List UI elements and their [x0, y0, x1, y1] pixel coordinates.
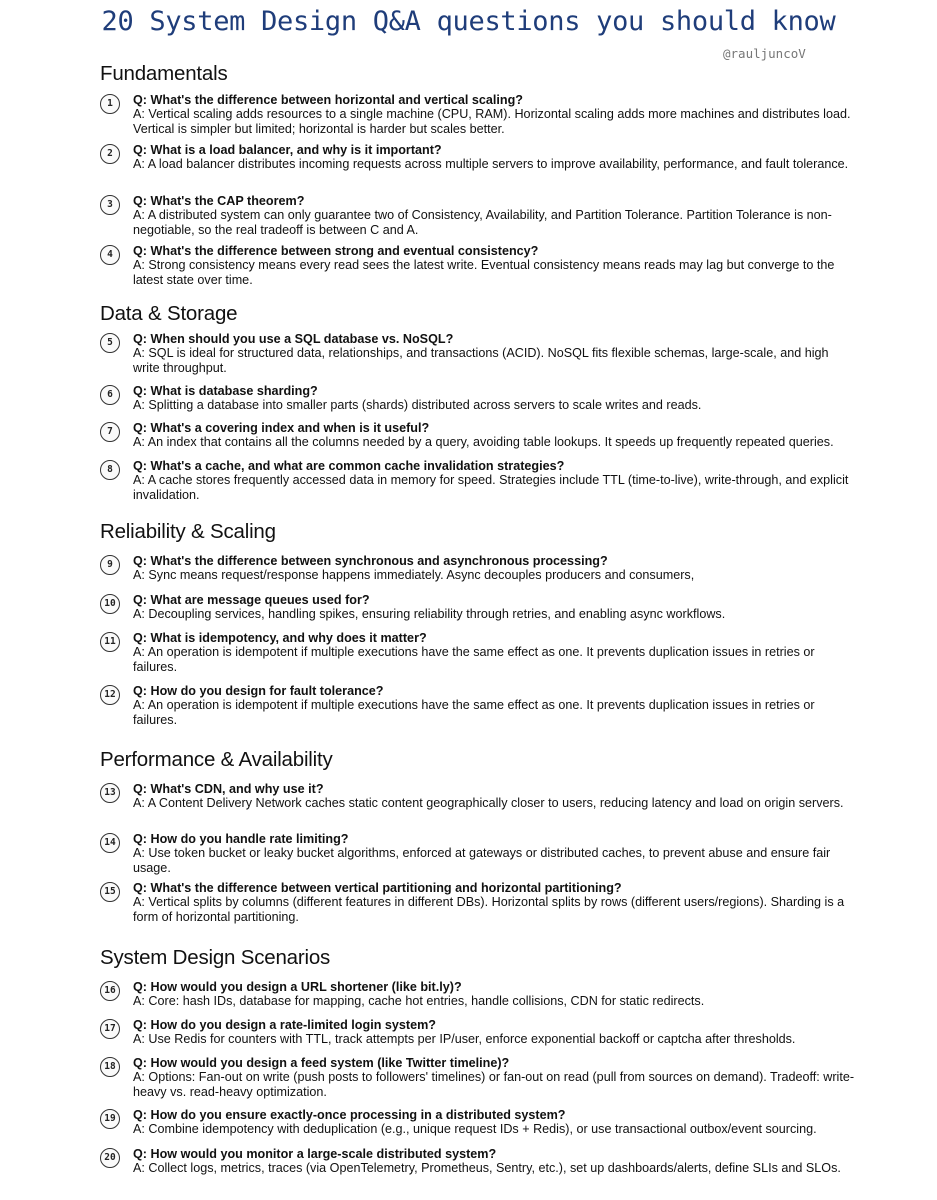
answer-text: A: SQL is ideal for structured data, relationships, and transactions (ACID). NoSQL fits flexible schemas, large-scale, and high write throughput.: [133, 346, 829, 375]
question-text: Q: What is idempotency, and why does it matter?: [133, 631, 427, 645]
question-text: Q: How do you handle rate limiting?: [133, 832, 349, 846]
answer-text: A: Vertical splits by columns (different features in different DBs). Horizontal splits by rows (different users/regions). Sharding is a form of horizontal partitioning.: [133, 895, 845, 924]
answer-text: A: Collect logs, metrics, traces (via OpenTelemetry, Prometheus, Sentry, etc.), set up dashboards/alerts, define SLIs and SLOs.: [133, 1161, 841, 1176]
number-badge: 8: [100, 460, 120, 480]
number-badge: 4: [100, 245, 120, 265]
answer-text: A: Decoupling services, handling spikes, ensuring reliability through retries, and enabling async workflows.: [133, 607, 726, 622]
answer-text: A: A cache stores frequently accessed data in memory for speed. Strategies include TTL (time-to-live), write-through, and explicit invalidation.: [133, 473, 849, 502]
section-heading-performance-availability: Performance & Availability: [100, 748, 333, 771]
number-badge: 16: [100, 981, 120, 1001]
question-text: Q: How do you design for fault tolerance?: [133, 684, 384, 698]
answer-text: A: Core: hash IDs, database for mapping, cache hot entries, handle collisions, CDN for static redirects.: [133, 994, 705, 1009]
number-badge: 18: [100, 1057, 120, 1077]
answer-text: A: Splitting a database into smaller parts (shards) distributed across servers to scale writes and reads.: [133, 398, 702, 413]
question-text: Q: How would you design a feed system (like Twitter timeline)?: [133, 1056, 510, 1070]
question-text: Q: How would you design a URL shortener (like bit.ly)?: [133, 980, 462, 994]
question-text: Q: What is database sharding?: [133, 384, 318, 398]
number-badge: 7: [100, 422, 120, 442]
number-badge: 2: [100, 144, 120, 164]
answer-text: A: Vertical scaling adds resources to a single machine (CPU, RAM). Horizontal scaling adds more machines and distributes load. Vertical is simpler but limited; horizontal is harder but scales better.: [133, 107, 851, 136]
answer-text: A: Use token bucket or leaky bucket algorithms, enforced at gateways or distributed caches, to prevent abuse and ensure fair usage.: [133, 846, 831, 875]
section-heading-fundamentals: Fundamentals: [100, 62, 228, 85]
question-text: Q: What's the difference between horizontal and vertical scaling?: [133, 93, 523, 107]
answer-text: A: Combine idempotency with deduplication (e.g., unique request IDs + Redis), or use transactional outbox/event sourcing.: [133, 1122, 817, 1137]
page-title: 20 System Design Q&A questions you should know: [101, 6, 836, 37]
question-text: Q: What's a cache, and what are common cache invalidation strategies?: [133, 459, 565, 473]
answer-text: A: Strong consistency means every read sees the latest write. Eventual consistency means reads may lag but converge to the latest state over time.: [133, 258, 835, 287]
question-text: Q: How do you ensure exactly-once processing in a distributed system?: [133, 1108, 566, 1122]
author-handle: @rauljuncoV: [723, 46, 806, 61]
number-badge: 1: [100, 94, 120, 114]
number-badge: 17: [100, 1019, 120, 1039]
question-text: Q: How do you design a rate-limited login system?: [133, 1018, 436, 1032]
number-badge: 5: [100, 333, 120, 353]
question-text: Q: What's the CAP theorem?: [133, 194, 305, 208]
question-text: Q: What is a load balancer, and why is it important?: [133, 143, 442, 157]
question-text: Q: What's the difference between strong and eventual consistency?: [133, 244, 539, 258]
question-text: Q: How would you monitor a large-scale distributed system?: [133, 1147, 497, 1161]
question-text: Q: When should you use a SQL database vs. NoSQL?: [133, 332, 454, 346]
question-text: Q: What are message queues used for?: [133, 593, 370, 607]
answer-text: A: A distributed system can only guarantee two of Consistency, Availability, and Partition Tolerance. Partition Tolerance is non-negotiable, so the real tradeoff is between C and A.: [133, 208, 832, 237]
answer-text: A: Use Redis for counters with TTL, track attempts per IP/user, enforce exponential backoff or captcha after thresholds.: [133, 1032, 796, 1047]
section-heading-system-design-scenarios: System Design Scenarios: [100, 946, 331, 969]
number-badge: 10: [100, 594, 120, 614]
number-badge: 6: [100, 385, 120, 405]
section-heading-reliability-scaling: Reliability & Scaling: [100, 520, 276, 543]
answer-text: A: Sync means request/response happens immediately. Async decouples producers and consumers,: [133, 568, 695, 583]
number-badge: 15: [100, 882, 120, 902]
number-badge: 11: [100, 632, 120, 652]
answer-text: A: Options: Fan-out on write (push posts to followers' timelines) or fan-out on read (pull from sources on demand). Tradeoff: write-heavy vs. read-heavy optimization.: [133, 1070, 855, 1099]
answer-text: A: An operation is idempotent if multiple executions have the same effect as one. It prevents duplication issues in retries or failures.: [133, 645, 815, 674]
number-badge: 12: [100, 685, 120, 705]
answer-text: A: A Content Delivery Network caches static content geographically closer to users, reducing latency and load on origin servers.: [133, 796, 844, 811]
question-text: Q: What's the difference between vertical partitioning and horizontal partitioning?: [133, 881, 622, 895]
answer-text: A: An index that contains all the columns needed by a query, avoiding table lookups. It speeds up frequently repeated queries.: [133, 435, 834, 450]
number-badge: 9: [100, 555, 120, 575]
question-text: Q: What's CDN, and why use it?: [133, 782, 324, 796]
number-badge: 3: [100, 195, 120, 215]
number-badge: 19: [100, 1109, 120, 1129]
answer-text: A: An operation is idempotent if multiple executions have the same effect as one. It prevents duplication issues in retries or failures.: [133, 698, 815, 727]
number-badge: 13: [100, 783, 120, 803]
number-badge: 20: [100, 1148, 120, 1168]
question-text: Q: What's the difference between synchronous and asynchronous processing?: [133, 554, 608, 568]
number-badge: 14: [100, 833, 120, 853]
section-heading-data-storage: Data & Storage: [100, 302, 238, 325]
question-text: Q: What's a covering index and when is it useful?: [133, 421, 430, 435]
answer-text: A: A load balancer distributes incoming requests across multiple servers to improve availability, performance, and fault tolerance.: [133, 157, 849, 172]
